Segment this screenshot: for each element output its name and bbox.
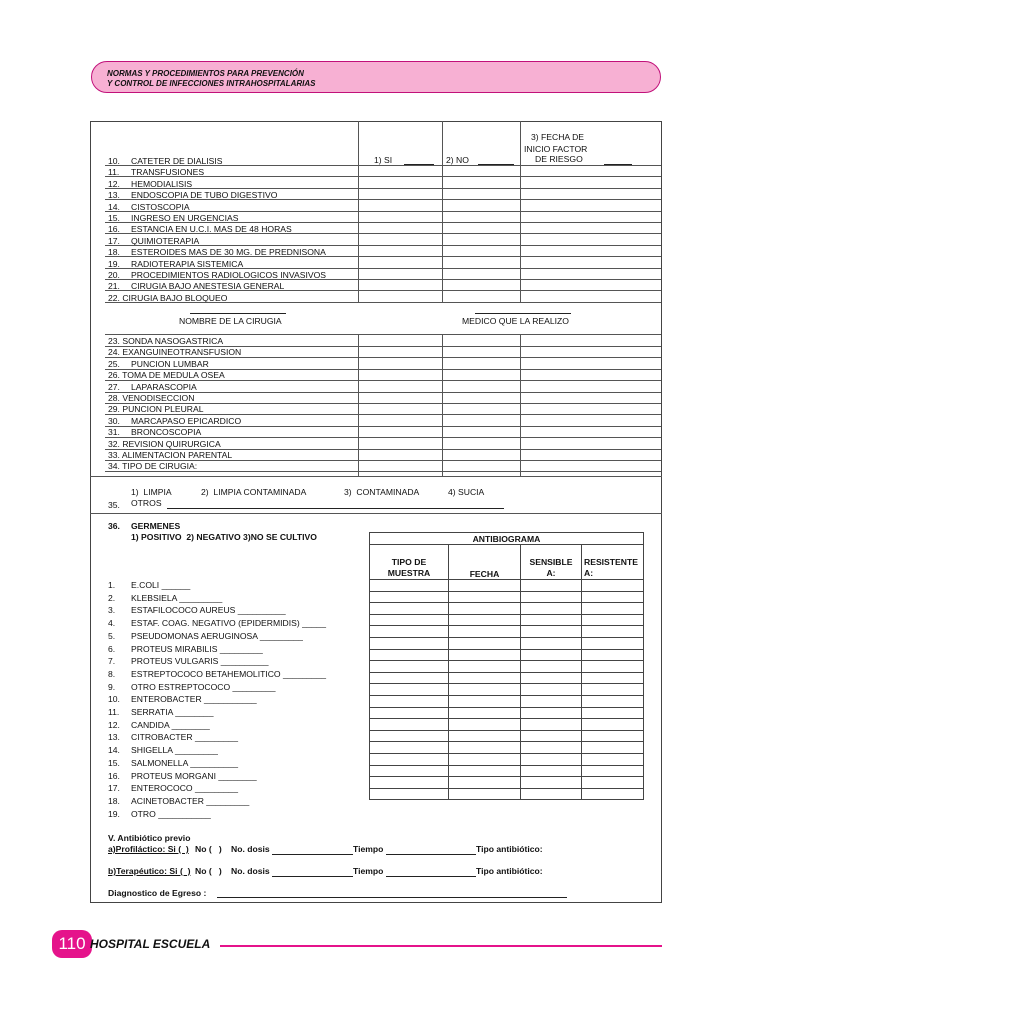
antibiogram-cell[interactable] <box>582 742 644 754</box>
antibiogram-cell[interactable] <box>370 580 449 592</box>
item-label: MARCAPASO EPICARDICO <box>131 415 242 426</box>
antibiogram-cell[interactable] <box>370 765 449 777</box>
item-label: 22. CIRUGIA BAJO BLOQUEO <box>108 292 228 303</box>
germ-number: 19. <box>108 808 120 819</box>
col-no-label: 2) NO <box>446 155 469 165</box>
item-number: 15. <box>108 213 120 223</box>
antibiogram-cell[interactable] <box>582 591 644 603</box>
antibiogram-cell[interactable] <box>449 649 521 661</box>
antibiogram-cell[interactable] <box>370 603 449 615</box>
antibiogram-cell[interactable] <box>582 637 644 649</box>
antibiogram-cell[interactable] <box>370 742 449 754</box>
germ-label: PROTEUS MORGANI ________ <box>131 770 257 781</box>
germ-number: 18. <box>108 795 120 806</box>
antibiogram-cell[interactable] <box>521 626 582 638</box>
germ-label: SERRATIA ________ <box>131 707 214 717</box>
prophylactic-tiempo: Tiempo <box>353 844 384 854</box>
germ-number: 8. <box>108 668 116 679</box>
antibiogram-cell[interactable] <box>370 591 449 603</box>
page-number: 110 <box>52 930 92 958</box>
germ-label: CITROBACTER _________ <box>131 732 238 743</box>
antibiogram-cell[interactable] <box>370 719 449 731</box>
antibiogram-cell[interactable] <box>582 707 644 719</box>
antibiogram-cell[interactable] <box>521 684 582 696</box>
antibiogram-cell[interactable] <box>521 719 582 731</box>
surgery-type-clean: 1) LIMPIA <box>131 487 172 497</box>
antibiogram-cell[interactable] <box>521 591 582 603</box>
col-fecha-label-1: 3) FECHA DE <box>531 132 585 142</box>
col-fecha-label-2: INICIO FACTOR <box>524 144 588 154</box>
germ-label: PSEUDOMONAS AERUGINOSA _________ <box>131 630 303 641</box>
antibiogram-cell[interactable] <box>449 580 521 592</box>
therapeutic-no: No ( ) <box>195 866 222 876</box>
surgery-doctor-label: MEDICO QUE LA REALIZO <box>462 316 569 326</box>
antibiogram-cell[interactable] <box>521 777 582 789</box>
item-label: 34. TIPO DE CIRUGIA: <box>108 461 198 472</box>
antibiogram-cell[interactable] <box>582 765 644 777</box>
item-label: 33. ALIMENTACION PARENTAL <box>108 450 233 460</box>
antibiogram-cell[interactable] <box>370 614 449 626</box>
item-label: TRANSFUSIONES <box>131 167 205 178</box>
item-label: CISTOSCOPIA <box>131 201 190 212</box>
item-label: BRONCOSCOPIA <box>131 427 202 438</box>
antibiogram-cell[interactable] <box>449 614 521 626</box>
germ-number: 16. <box>108 770 120 781</box>
germ-label: ESTAFILOCOCO AUREUS __________ <box>131 605 286 616</box>
antibiogram-cell[interactable] <box>449 719 521 731</box>
germ-number: 13. <box>108 732 120 743</box>
antibiogram-cell[interactable] <box>370 637 449 649</box>
antibiogram-cell[interactable] <box>521 753 582 765</box>
header-line-1: NORMAS Y PROCEDIMIENTOS PARA PREVENCIÓN <box>107 69 304 78</box>
prophylactic-no: No ( ) <box>195 844 222 854</box>
item-label: 24. EXANGUINEOTRANSFUSION <box>108 347 242 358</box>
item-label: PROCEDIMIENTOS RADIOLOGICOS INVASIVOS <box>131 270 326 280</box>
antibiogram-cell[interactable] <box>449 777 521 789</box>
item-number: 11. <box>108 167 120 178</box>
germ-label: SALMONELLA __________ <box>131 757 239 768</box>
header-line-2: Y CONTROL DE INFECCIONES INTRAHOSPITALARIAS <box>107 79 316 88</box>
item-label: 23. SONDA NASOGASTRICA <box>108 336 224 346</box>
germ-label: ENTEROCOCO _________ <box>131 783 238 794</box>
germ-number: 14. <box>108 745 120 756</box>
col-tipo-muestra: TIPO DE MUESTRA <box>370 545 449 580</box>
therapeutic-tiempo: Tiempo <box>353 866 384 876</box>
otros-number: 35. <box>108 500 120 510</box>
germ-label: CANDIDA ________ <box>131 719 210 730</box>
antibiogram-cell[interactable] <box>582 788 644 800</box>
otros-label: OTROS <box>131 498 162 508</box>
antibiogram-cell[interactable] <box>521 614 582 626</box>
germ-label: ENTEROBACTER ___________ <box>131 694 257 705</box>
surgery-type-dirty: 4) SUCIA <box>448 487 485 497</box>
antibiogram-cell[interactable] <box>521 637 582 649</box>
antibiogram-cell[interactable] <box>370 695 449 707</box>
antibiogram-cell[interactable] <box>521 695 582 707</box>
antibiogram-cell[interactable] <box>521 649 582 661</box>
germs-options: 1) POSITIVO 2) NEGATIVO 3)NO SE CULTIVO <box>131 532 317 542</box>
footer-rule <box>220 945 662 947</box>
antibiogram-cell[interactable] <box>582 730 644 742</box>
surgery-type-clean-contaminated: 2) LIMPIA CONTAMINADA <box>201 487 307 497</box>
antibiogram-cell[interactable] <box>521 742 582 754</box>
footer-title: HOSPITAL ESCUELA <box>90 937 211 951</box>
antibiogram-table <box>369 532 644 800</box>
prophylactic-dosis: No. dosis <box>231 844 270 854</box>
item-number: 13. <box>108 190 120 201</box>
germ-number: 10. <box>108 694 120 705</box>
item-number: 31. <box>108 427 120 438</box>
antibiogram-cell[interactable] <box>449 684 521 696</box>
item-label: QUIMIOTERAPIA <box>131 235 200 246</box>
item-number: 30. <box>108 415 120 426</box>
germ-number: 11. <box>108 707 120 717</box>
therapeutic-dosis: No. dosis <box>231 866 270 876</box>
item-label: ESTEROIDES MAS DE 30 MG. DE PREDNISONA <box>131 247 326 258</box>
antibiogram-cell[interactable] <box>582 777 644 789</box>
antibiogram-cell[interactable] <box>521 707 582 719</box>
germ-number: 9. <box>108 681 116 692</box>
item-number: 10. <box>108 156 120 166</box>
antibiogram-cell[interactable] <box>521 730 582 742</box>
therapeutic-tipo: Tipo antibiótico: <box>476 866 543 876</box>
antibiogram-cell[interactable] <box>449 661 521 673</box>
antibiotic-title: V. Antibiótico previo <box>108 833 191 843</box>
item-number: 25. <box>108 358 120 369</box>
antibiogram-cell[interactable] <box>449 730 521 742</box>
germ-number: 12. <box>108 719 120 730</box>
germ-label: OTRO ___________ <box>131 808 211 819</box>
item-label: LAPARASCOPIA <box>131 381 197 392</box>
prophylactic-label: a)Profiláctico: Si ( ) <box>108 844 189 854</box>
col-sensible: SENSIBLE A: <box>521 545 582 580</box>
germ-label: ACINETOBACTER _________ <box>131 795 250 806</box>
antibiogram-cell[interactable] <box>582 626 644 638</box>
germ-label: E.COLI ______ <box>131 580 191 590</box>
antibiogram-cell[interactable] <box>521 580 582 592</box>
antibiogram-cell[interactable] <box>370 730 449 742</box>
prophylactic-tipo: Tipo antibiótico: <box>476 844 543 854</box>
germ-number: 3. <box>108 605 116 616</box>
item-number: 16. <box>108 224 120 235</box>
antibiogram-cell[interactable] <box>582 603 644 615</box>
antibiogram-cell[interactable] <box>449 672 521 684</box>
therapeutic-label: b)Terapéutico: Si ( ) <box>108 866 191 876</box>
antibiogram-cell[interactable] <box>582 614 644 626</box>
germ-number: 4. <box>108 618 116 629</box>
antibiogram-cell[interactable] <box>449 603 521 615</box>
diagnostico-label: Diagnostico de Egreso : <box>108 888 207 898</box>
germs-title: GERMENES <box>131 521 181 531</box>
item-number: 18. <box>108 247 120 258</box>
antibiogram-cell[interactable] <box>449 626 521 638</box>
item-number: 19. <box>108 258 120 269</box>
antibiogram-cell[interactable] <box>449 742 521 754</box>
antibiogram-cell[interactable] <box>521 603 582 615</box>
item-label: CIRUGIA BAJO ANESTESIA GENERAL <box>131 281 285 292</box>
col-fecha-label-3: DE RIESGO <box>535 154 583 164</box>
col-resistente: RESISTENTE A: <box>582 545 644 580</box>
col-si-label: 1) SI <box>374 155 393 165</box>
antibiogram-cell[interactable] <box>521 788 582 800</box>
germ-number: 15. <box>108 757 120 768</box>
germ-label: PROTEUS MIRABILIS _________ <box>131 643 263 654</box>
germ-label: KLEBSIELA _________ <box>131 592 223 603</box>
germ-label: SHIGELLA _________ <box>131 745 218 756</box>
antibiogram-cell[interactable] <box>370 788 449 800</box>
germ-label: OTRO ESTREPTOCOCO _________ <box>131 681 276 692</box>
germ-label: ESTAF. COAG. NEGATIVO (EPIDERMIDIS) _____ <box>131 618 326 629</box>
antibiogram-cell[interactable] <box>449 707 521 719</box>
item-label: RADIOTERAPIA SISTEMICA <box>131 258 244 269</box>
antibiogram-cell[interactable] <box>582 672 644 684</box>
germ-number: 1. <box>108 580 116 590</box>
antibiogram-cell[interactable] <box>582 753 644 765</box>
antibiogram-cell[interactable] <box>370 661 449 673</box>
antibiogram-cell[interactable] <box>449 695 521 707</box>
item-label: 29. PUNCION PLEURAL <box>108 404 204 415</box>
antibiogram-cell[interactable] <box>449 591 521 603</box>
item-label: 32. REVISION QUIRURGICA <box>108 438 221 449</box>
germs-number: 36. <box>108 521 120 531</box>
antibiogram-cell[interactable] <box>370 684 449 696</box>
antibiogram-cell[interactable] <box>582 684 644 696</box>
germ-label: PROTEUS VULGARIS __________ <box>131 656 269 667</box>
item-label: ESTANCIA EN U.C.I. MAS DE 48 HORAS <box>131 224 292 235</box>
item-label: 28. VENODISECCION <box>108 393 195 403</box>
item-number: 21. <box>108 281 120 292</box>
antibiogram-cell[interactable] <box>370 626 449 638</box>
antibiogram-cell[interactable] <box>521 672 582 684</box>
antibiogram-cell[interactable] <box>582 649 644 661</box>
antibiogram-cell[interactable] <box>449 765 521 777</box>
antibiogram-cell[interactable] <box>370 707 449 719</box>
antibiogram-cell[interactable] <box>370 649 449 661</box>
germ-number: 5. <box>108 630 116 641</box>
surgery-name-label: NOMBRE DE LA CIRUGIA <box>179 316 282 326</box>
col-fecha: FECHA <box>449 545 521 580</box>
antibiogram-title: ANTIBIOGRAMA <box>370 533 644 545</box>
germ-number: 7. <box>108 656 116 667</box>
item-number: 27. <box>108 381 120 392</box>
germ-label: ESTREPTOCOCO BETAHEMOLITICO _________ <box>131 668 327 679</box>
antibiogram-cell[interactable] <box>449 753 521 765</box>
antibiogram-cell[interactable] <box>370 672 449 684</box>
item-label: CATETER DE DIALISIS <box>131 156 223 166</box>
antibiogram-cell[interactable] <box>449 788 521 800</box>
antibiogram-cell[interactable] <box>370 753 449 765</box>
germ-number: 6. <box>108 643 116 654</box>
item-label: 26. TOMA DE MEDULA OSEA <box>108 370 225 381</box>
antibiogram-cell[interactable] <box>582 580 644 592</box>
surgery-type-contaminated: 3) CONTAMINADA <box>344 487 420 497</box>
antibiogram-cell[interactable] <box>521 661 582 673</box>
item-number: 17. <box>108 235 120 246</box>
antibiogram-cell[interactable] <box>582 695 644 707</box>
antibiogram-cell[interactable] <box>370 777 449 789</box>
item-number: 20. <box>108 270 120 280</box>
germ-number: 2. <box>108 592 116 603</box>
item-label: HEMODIALISIS <box>131 178 193 189</box>
item-number: 12. <box>108 178 120 189</box>
document-header <box>91 61 661 93</box>
item-number: 14. <box>108 201 120 212</box>
antibiogram-cell[interactable] <box>582 719 644 731</box>
item-label: INGRESO EN URGENCIAS <box>131 213 239 223</box>
item-label: ENDOSCOPIA DE TUBO DIGESTIVO <box>131 190 278 201</box>
antibiogram-cell[interactable] <box>449 637 521 649</box>
antibiogram-cell[interactable] <box>521 765 582 777</box>
antibiogram-cell[interactable] <box>582 661 644 673</box>
germ-number: 17. <box>108 783 120 794</box>
item-label: PUNCION LUMBAR <box>131 358 209 369</box>
